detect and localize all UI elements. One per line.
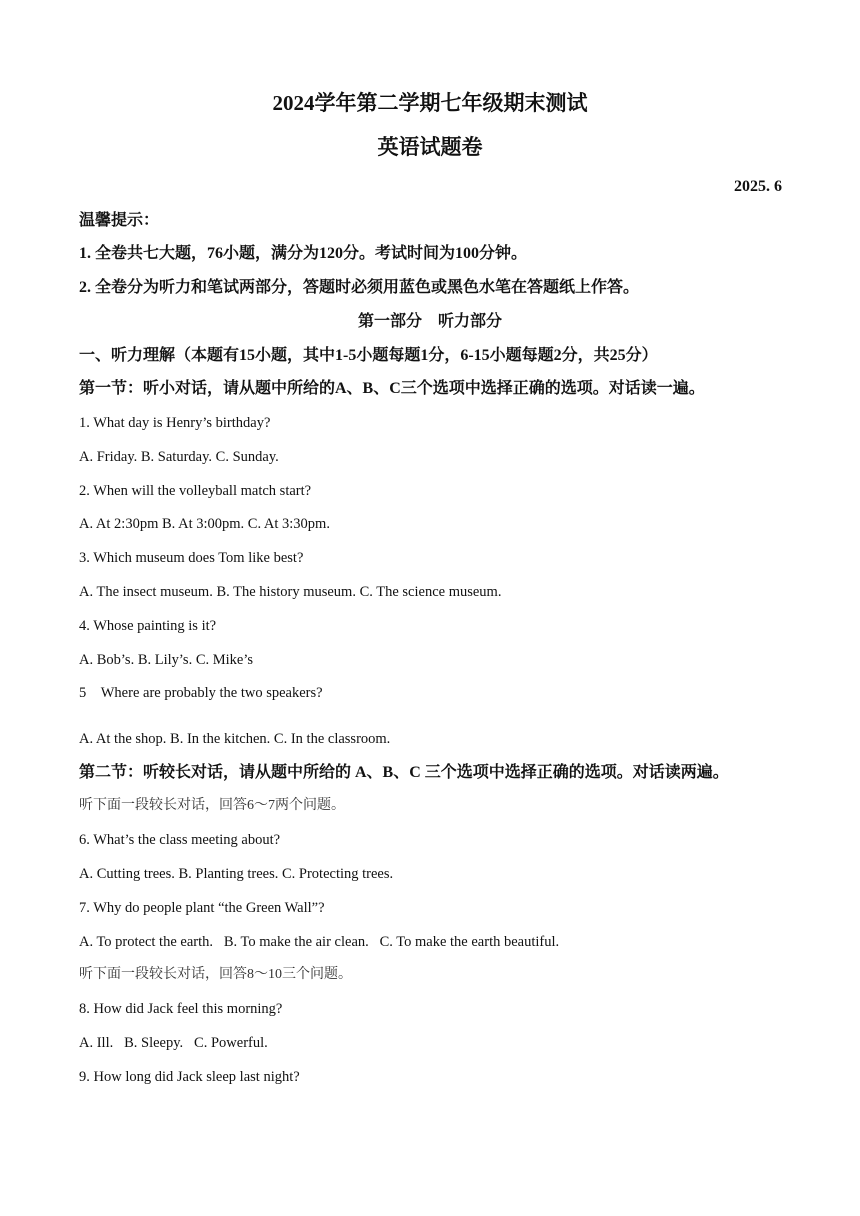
question-1-options: A. Friday. B. Saturday. C. Sunday. <box>79 449 279 465</box>
question-6-options: A. Cutting trees. B. Planting trees. C. Protecting trees. <box>79 866 394 882</box>
exam-date: 2025. 6 <box>734 178 782 195</box>
exam-title: 2024学年第二学期七年级期末测试 <box>272 91 588 115</box>
intro-questions-6-7: 听下面一段较长对话，回答6～7两个问题。 <box>79 798 345 813</box>
question-5: 5 Where are probably the two speakers? <box>79 685 323 701</box>
question-7: 7. Why do people plant “the Green Wall”? <box>79 900 325 916</box>
question-4-options: A. Bob’s. B. Lily’s. C. Mike’s <box>79 652 254 668</box>
question-7-options: A. To protect the earth. B. To make the air clean. C. To make the earth beautiful. <box>79 934 560 950</box>
question-8-options: A. Ill. B. Sleepy. C. Powerful. <box>79 1035 268 1051</box>
question-9: 9. How long did Jack sleep last night? <box>79 1069 300 1085</box>
part-one-title: 第一部分 听力部分 <box>357 313 502 330</box>
question-8: 8. How did Jack feel this morning? <box>79 1001 283 1017</box>
question-2-options: A. At 2:30pm B. At 3:00pm. C. At 3:30pm. <box>79 516 330 532</box>
question-5-options: A. At the shop. B. In the kitchen. C. In the classroom. <box>79 731 391 747</box>
subsection-two-heading: 第二节：听较长对话，请从题中所给的 A、B、C 三个选项中选择正确的选项。对话读两遍。 <box>79 764 729 781</box>
exam-subtitle: 英语试题卷 <box>377 135 483 159</box>
question-3-options: A. The insect museum. B. The history museum. C. The science museum. <box>79 584 502 600</box>
question-4: 4. Whose painting is it? <box>79 618 217 634</box>
subsection-one-heading: 第一节：听小对话，请从题中所给的A、B、C三个选项中选择正确的选项。对话读一遍。 <box>79 380 705 397</box>
intro-questions-8-10: 听下面一段较长对话，回答8～10三个问题。 <box>79 967 352 982</box>
notice-heading: 温馨提示： <box>79 212 160 229</box>
question-6: 6. What’s the class meeting about? <box>79 832 281 848</box>
question-2: 2. When will the volleyball match start? <box>79 483 312 499</box>
question-3: 3. Which museum does Tom like best? <box>79 550 304 566</box>
question-1: 1. What day is Henry’s birthday? <box>79 415 271 431</box>
section-one-heading: 一、听力理解（本题有15小题，其中1-5小题每题1分，6-15小题每题2分，共25分） <box>79 347 658 364</box>
notice-item-1: 1. 全卷共七大题，76小题，满分为120分。考试时间为100分钟。 <box>79 245 528 262</box>
notice-item-2: 2. 全卷分为听力和笔试两部分，答题时必须用蓝色或黑色水笔在答题纸上作答。 <box>79 279 640 296</box>
